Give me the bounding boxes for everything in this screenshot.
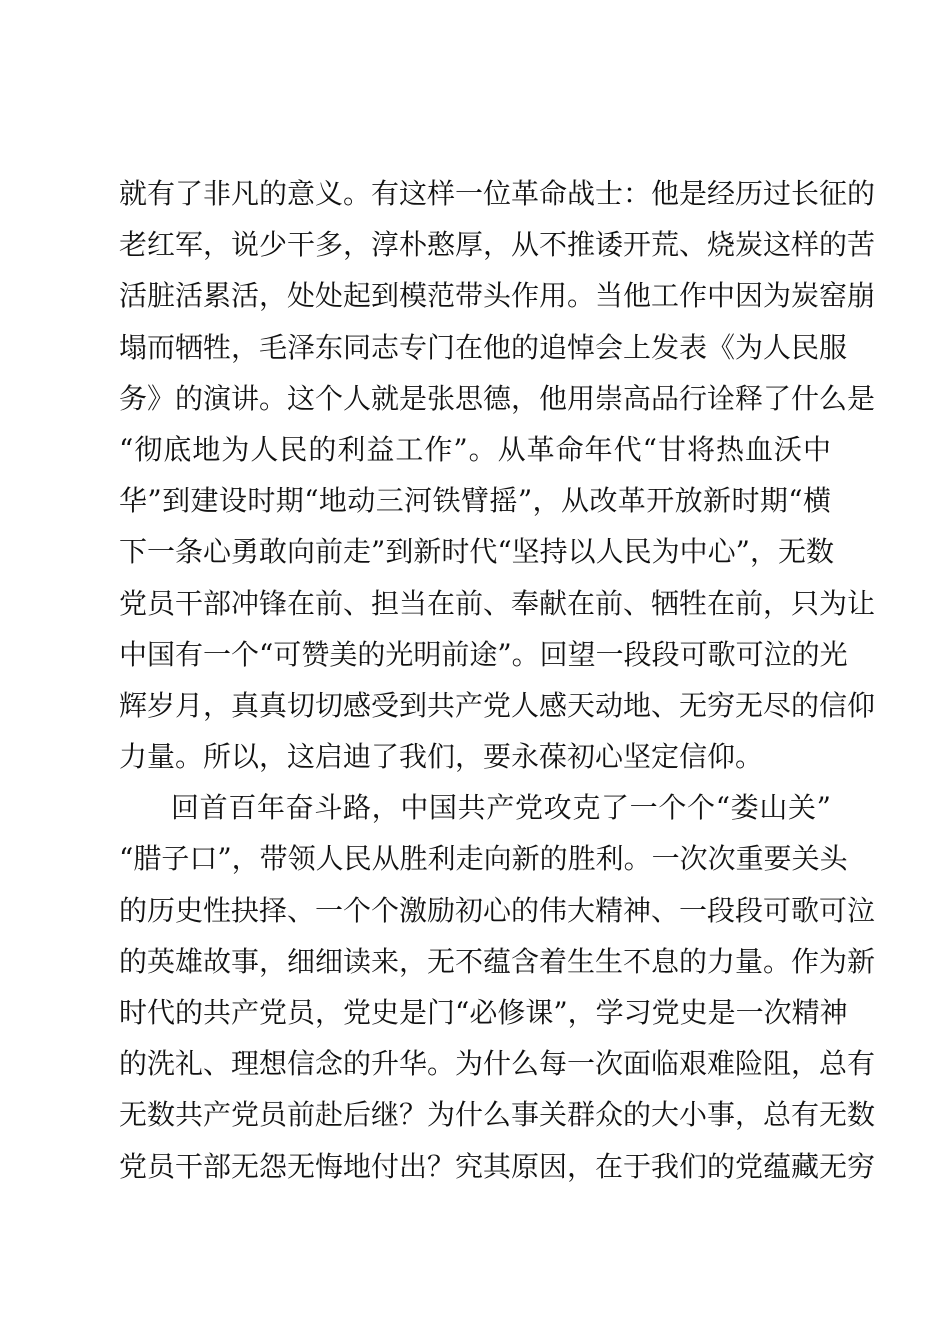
- text-line: 党员干部冲锋在前、担当在前、奉献在前、牺牲在前，只为让: [119, 586, 876, 620]
- text-line: 的英雄故事，细细读来，无不蕴含着生生不息的力量。作为新: [119, 944, 876, 978]
- paragraph-first-line: 回首百年奋斗路，中国共产党攻克了一个个“娄山关”: [171, 791, 831, 825]
- text-line: 塌而牺牲，毛泽东同志专门在他的追悼会上发表《为人民服: [119, 330, 848, 364]
- text-line: 就有了非凡的意义。有这样一位革命战士：他是经历过长征的: [119, 177, 876, 210]
- text-line: 中国有一个“可赞美的光明前途”。回望一段段可歌可泣的光: [119, 637, 848, 671]
- text-line: 的洗礼、理想信念的升华。为什么每一次面临艰难险阻，总有: [119, 1047, 876, 1081]
- paragraph-end-line: 力量。所以，这启迪了我们，要永葆初心坚定信仰。: [119, 740, 764, 774]
- text-line: 时代的共产党员，党史是门“必修课”，学习党史是一次精神: [119, 996, 848, 1029]
- document-body: [119, 168, 876, 1192]
- text-line: “彻底地为人民的利益工作”。从革命年代“甘将热血沃中: [119, 432, 831, 466]
- text-line: 辉岁月，真真切切感受到共产党人感天动地、无穷无尽的信仰: [119, 688, 876, 722]
- text-line: “腊子口”，带领人民从胜利走向新的胜利。一次次重要关头: [119, 842, 848, 876]
- text-line: 老红军，说少干多，淳朴憨厚，从不推诿开荒、烧炭这样的苦: [119, 228, 876, 262]
- text-line: 华”到建设时期“地动三河铁臂摇”，从改革开放新时期“横: [119, 484, 831, 518]
- text-line: 党员干部无怨无悔地付出？究其原因，在于我们的党蕴藏无穷: [119, 1149, 876, 1183]
- text-line: 的历史性抉择、一个个激励初心的伟大精神、一段段可歌可泣: [119, 893, 876, 927]
- text-line: 活脏活累活，处处起到模范带头作用。当他工作中因为炭窑崩: [119, 279, 876, 313]
- text-line: 下一条心勇敢向前走”到新时代“坚持以人民为中心”，无数: [119, 535, 834, 569]
- text-line: 务》的演讲。这个人就是张思德，他用崇高品行诠释了什么是: [119, 381, 876, 415]
- text-line: 无数共产党员前赴后继？为什么事关群众的大小事，总有无数: [119, 1098, 876, 1132]
